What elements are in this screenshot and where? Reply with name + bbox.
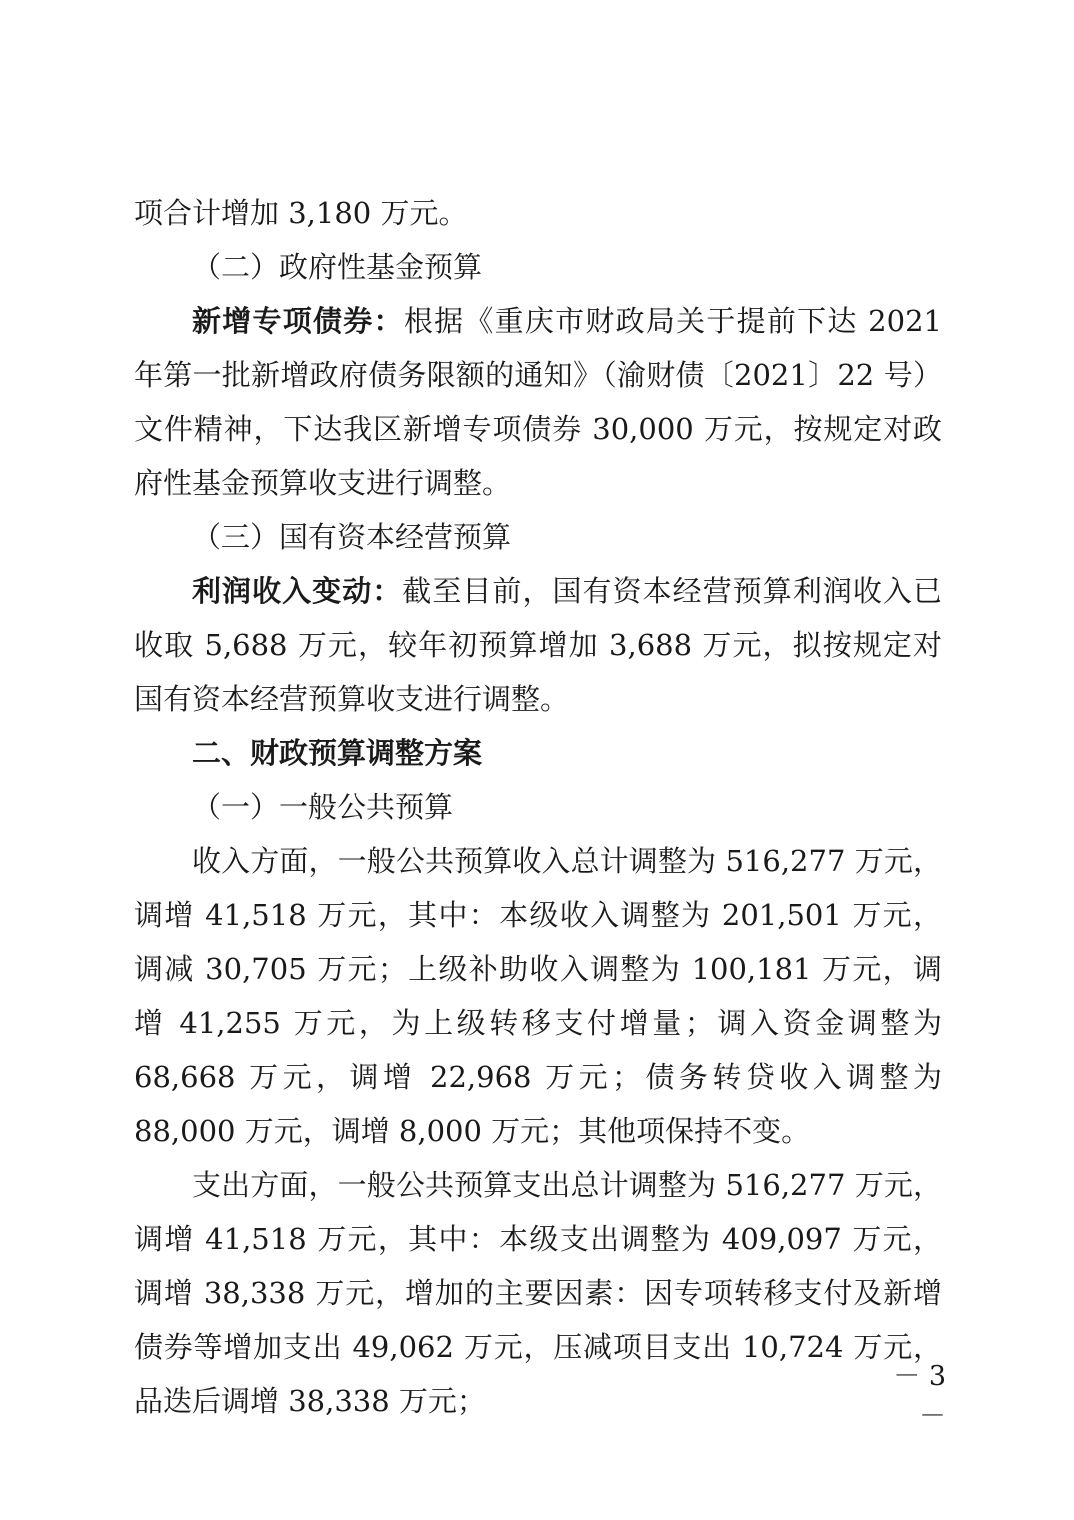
document-body (134, 186, 942, 1428)
subheading-state-capital-budget: （三）国有资本经营预算 (192, 520, 512, 554)
body-new-special-bonds: 根据《重庆市财政局关于提前下达 2021 年第一批新增政府债务限额的通知》（渝财债〔2021〕22 号）文件精神，下达我区新增专项债券 30,000 万元，按规定对政府性基金预算收支进行调整。 (134, 304, 942, 500)
body-profit-income-change: 截至目前，国有资本经营预算利润收入已收取 5,688 万元，较年初预算增加 3,688 万元，拟按规定对国有资本经营预算收支进行调整。 (134, 574, 942, 716)
paragraph-special-bonds (134, 294, 942, 510)
page-number: － 3 － (893, 1361, 946, 1432)
subheading-general-public-budget: （一）一般公共预算 (192, 790, 454, 824)
subheading-government-fund-budget: （二）政府性基金预算 (192, 250, 483, 284)
section-heading-adjustment-plan: 二、财政预算调整方案 (192, 736, 483, 770)
paragraph-expenditure: 支出方面，一般公共预算支出总计调整为 516,277 万元，调增 41,518 万元，其中：本级支出调整为 409,097 万元，调增 38,338 万元，增加的主要因素：因专项转移支付及新增债券等增加支出 49,062 万元，压减项目支出 10,724 万元，品迭后调增 38,338 万元； (134, 1168, 942, 1418)
paragraph-revenue: 收入方面，一般公共预算收入总计调整为 516,277 万元，调增 41,518 万元，其中：本级收入调整为 201,501 万元，调减 30,705 万元；上级补助收入调整为 100,181 万元，调增 41,255 万元，为上级转移支付增量；调入资金调整为 68,668 万元，调增 22,968 万元；债务转贷收入调整为 88,000 万元，调增 8,000 万元；其他项保持不变。 (134, 844, 942, 1148)
lead-new-special-bonds: 新增专项债券： (192, 304, 404, 338)
paragraph-continuation: 项合计增加 3,180 万元。 (134, 196, 468, 230)
lead-profit-income-change: 利润收入变动： (192, 574, 403, 608)
paragraph-profit-income (134, 564, 942, 726)
